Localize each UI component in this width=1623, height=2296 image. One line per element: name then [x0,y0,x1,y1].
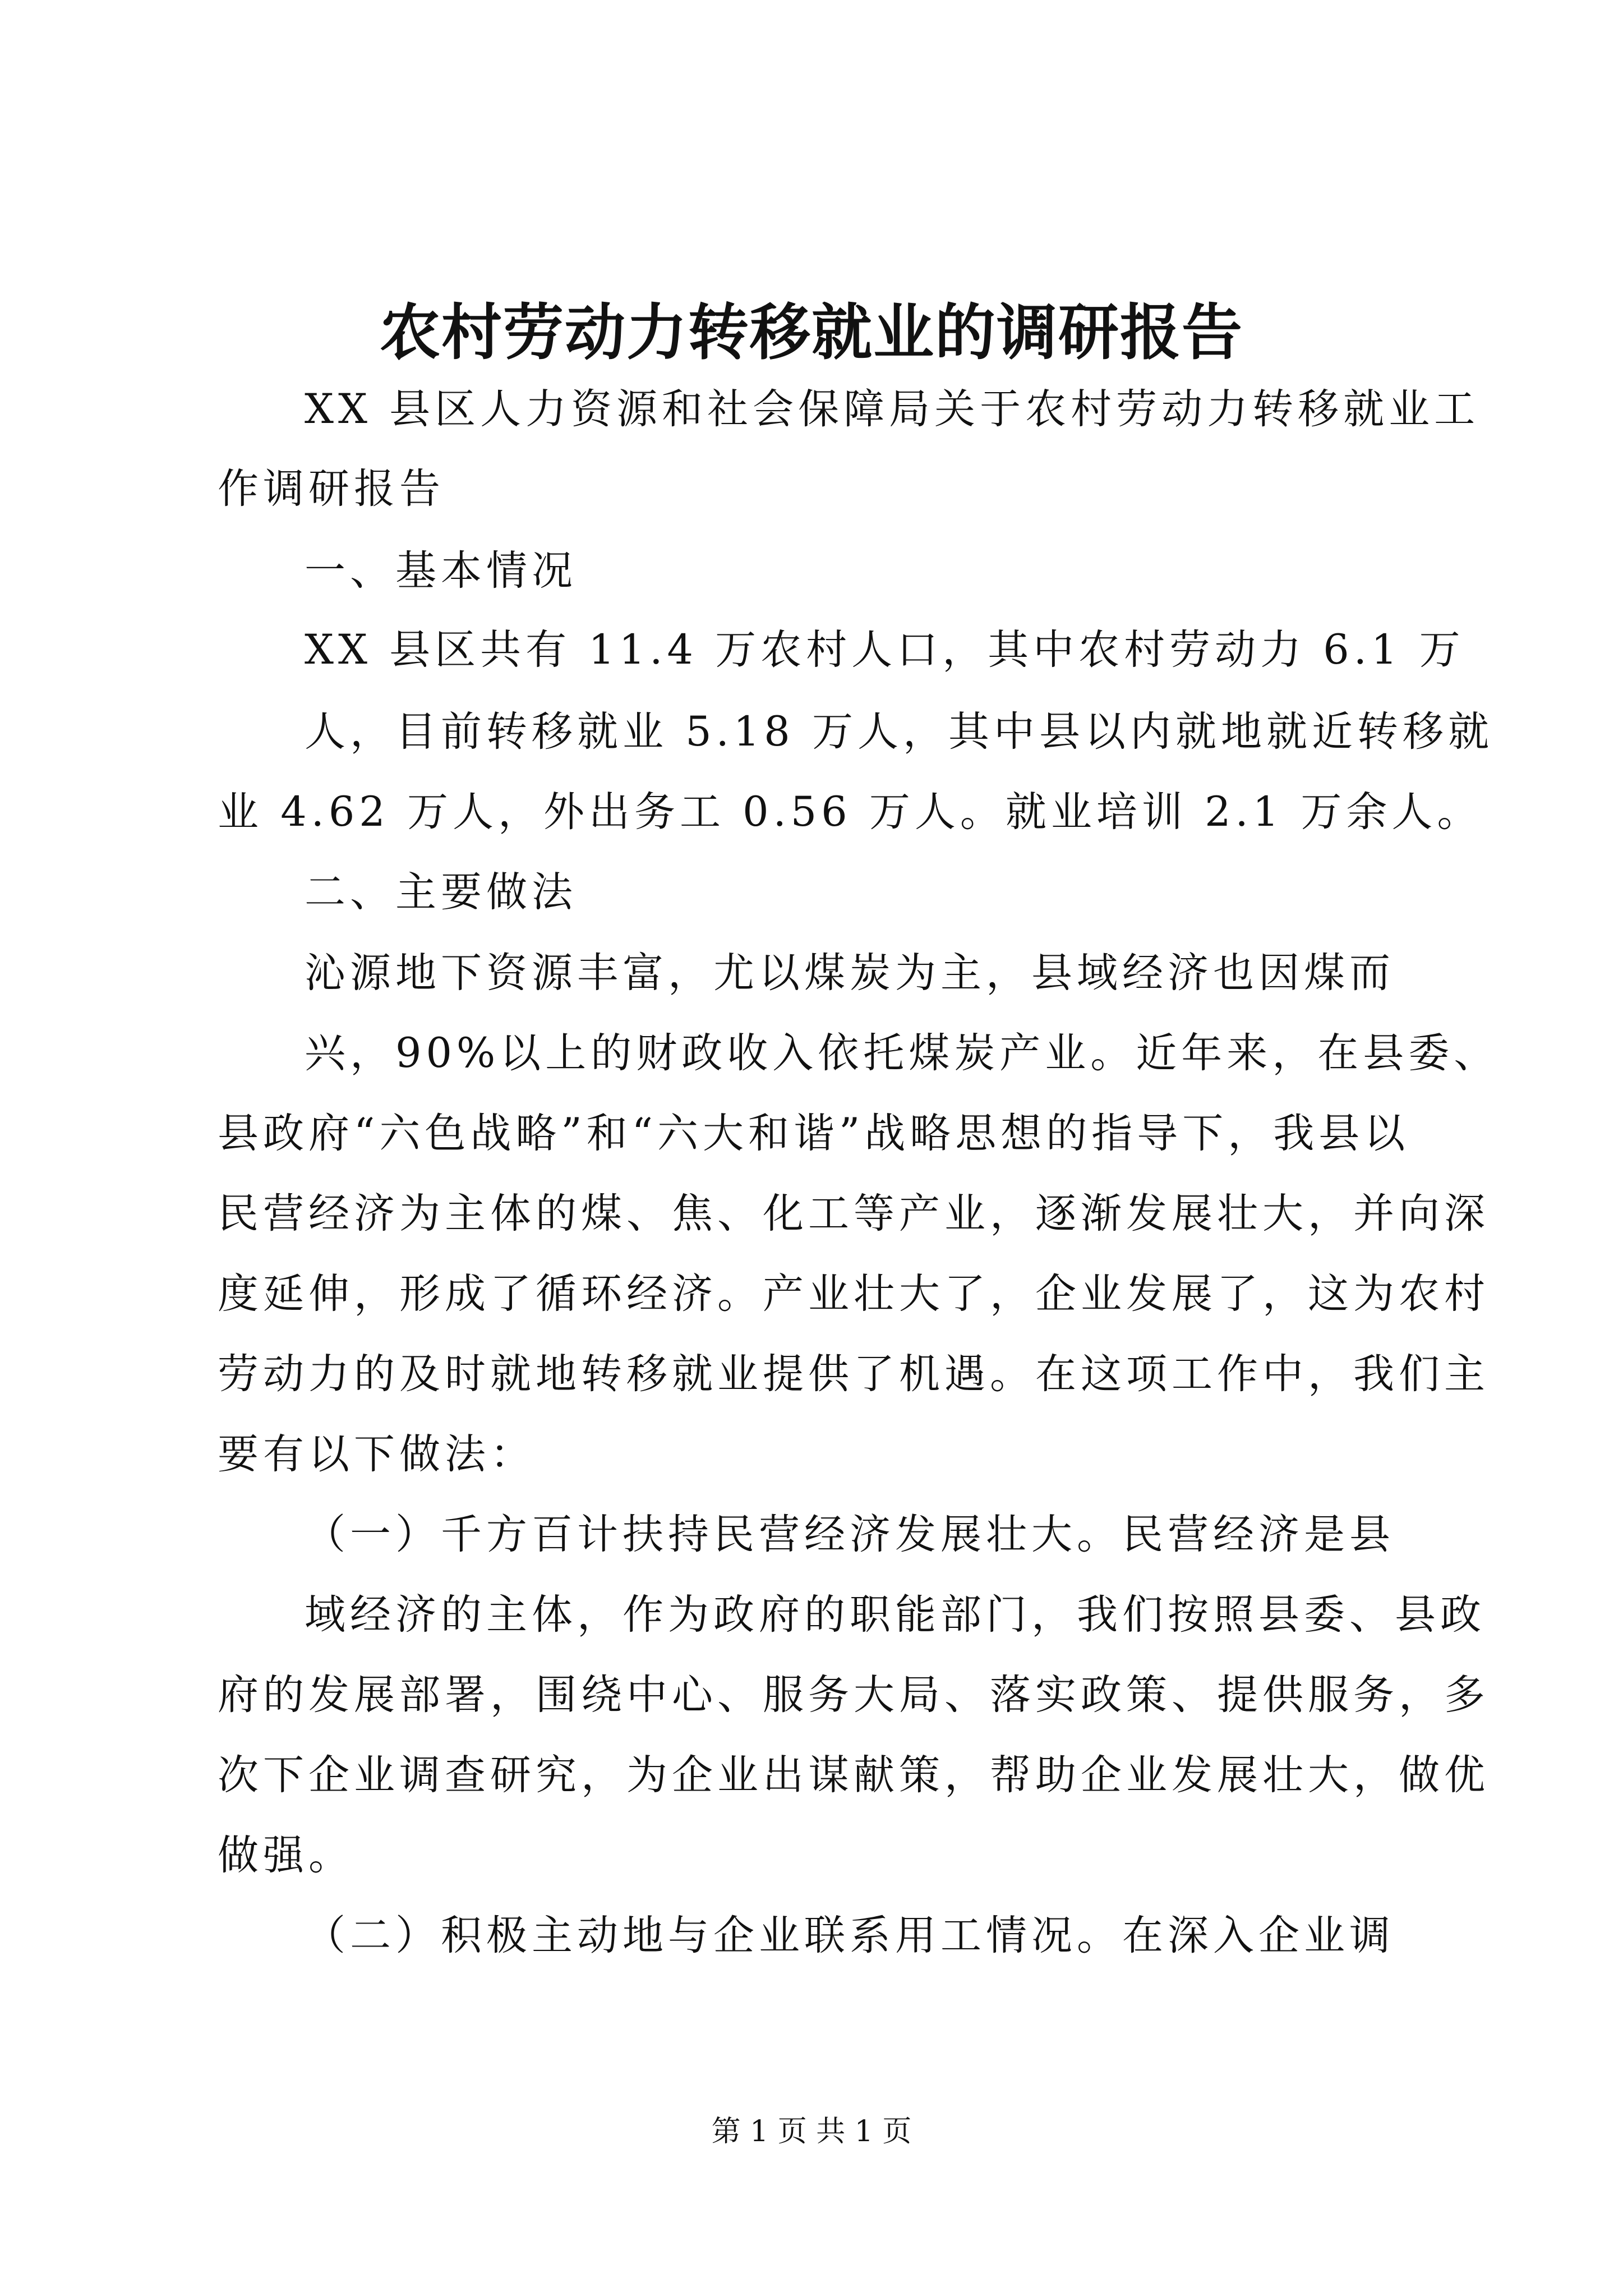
paragraph-line: 县政府“六色战略”和“六大和谐”战略思想的指导下，我县以 [218,1110,1410,1157]
paragraph-line: 做强。 [218,1832,354,1879]
document-title: 农村劳动力转移就业的调研报告 [379,297,1243,368]
paragraph-line: 劳动力的及时就地转移就业提供了机遇。在这项工作中，我们主 [218,1350,1490,1398]
subsection-line: （二）积极主动地与企业联系用工情况。在深入企业调 [305,1912,1395,1959]
paragraph-line: XX 县区人力资源和社会保障局关于农村劳动力转移就业工 [305,385,1480,433]
paragraph-line: 次下企业调查研究，为企业出谋献策，帮助企业发展壮大，做优 [218,1751,1490,1799]
paragraph-line: 作调研报告 [218,465,445,513]
paragraph-line: 业 4.62 万人，外出务工 0.56 万人。就业培训 2.1 万余人。 [218,788,1483,836]
paragraph-line: 府的发展部署，围绕中心、服务大局、落实政策、提供服务，多 [218,1671,1490,1719]
paragraph-line: 度延伸，形成了循环经济。产业壮大了，企业发展了，这为农村 [218,1270,1490,1318]
paragraph-line: 兴，90%以上的财政收入依托煤炭产业。近年来，在县委、 [305,1029,1500,1077]
paragraph-line: 人，目前转移就业 5.18 万人，其中县以内就地就近转移就 [305,708,1493,756]
page-number-footer: 第 1 页 共 1 页 [711,2115,912,2148]
paragraph-line: 沁源地下资源丰富，尤以煤炭为主，县域经济也因煤而 [305,949,1395,997]
section-heading: 一、基本情况 [305,547,577,595]
section-heading: 二、主要做法 [305,868,577,916]
paragraph-line: XX 县区共有 11.4 万农村人口，其中农村劳动力 6.1 万 [305,626,1465,674]
paragraph-line: 要有以下做法： [218,1430,536,1478]
paragraph-line: 域经济的主体，作为政府的职能部门，我们按照县委、县政 [305,1591,1486,1639]
paragraph-line: 民营经济为主体的煤、焦、化工等产业，逐渐发展壮大，并向深 [218,1190,1490,1237]
subsection-line: （一）千方百计扶持民营经济发展壮大。民营经济是县 [305,1511,1395,1558]
